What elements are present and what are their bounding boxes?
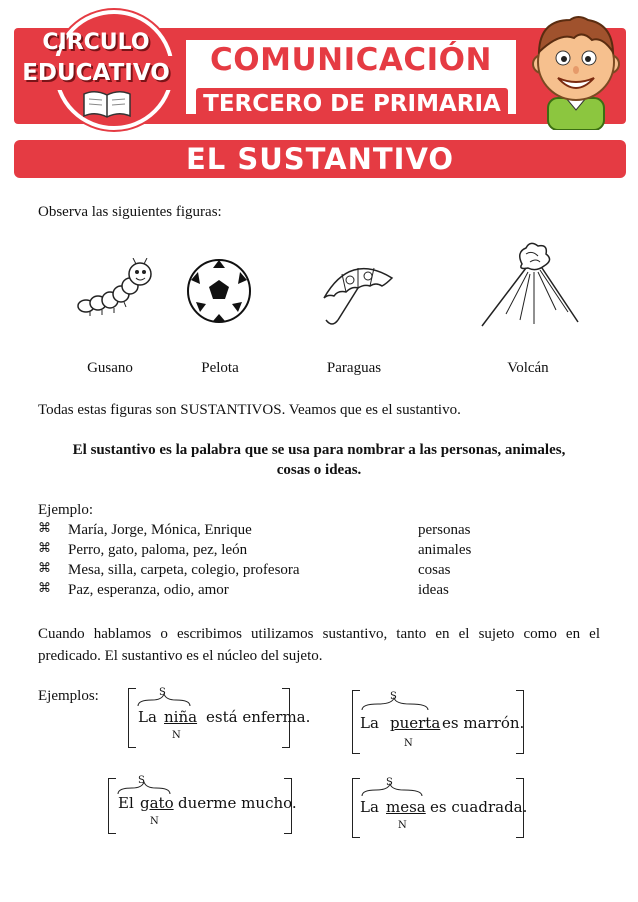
- sentence-noun: puerta: [390, 714, 441, 732]
- sentence-predicate: duerme mucho.: [178, 794, 297, 812]
- subject-marker: S: [386, 777, 393, 788]
- nucleus-marker: N: [404, 738, 413, 749]
- page-title: COMUNICACIÓN: [210, 42, 492, 78]
- paragraph-line: predicado. El sustantivo es el núcleo del sujeto.: [38, 648, 323, 664]
- statement-text: Todas estas figuras son SUSTANTIVOS. Veamos que es el sustantivo.: [38, 402, 461, 418]
- sentence-box: [128, 687, 311, 746]
- book-icon: [82, 88, 132, 120]
- example-list: [38, 520, 598, 600]
- command-bullet-icon: ⌘: [38, 581, 51, 596]
- example-category: cosas: [418, 562, 451, 578]
- definition-line: El sustantivo es la palabra que se usa para nombrar a las personas, animales,: [72, 442, 566, 458]
- figure-label: Gusano: [87, 360, 133, 376]
- sentence-article: La: [360, 714, 379, 732]
- sentence-article: La: [360, 798, 379, 816]
- list-item: [38, 580, 598, 600]
- page-header: [14, 10, 626, 128]
- command-bullet-icon: ⌘: [38, 561, 51, 576]
- examples-label: Ejemplos:: [38, 688, 99, 704]
- sentence-box: [108, 775, 297, 832]
- nucleus-marker: N: [172, 730, 181, 741]
- section-title: EL SUSTANTIVO: [185, 142, 455, 176]
- sentence-box: [352, 690, 524, 752]
- example-category: animales: [418, 542, 472, 558]
- umbrella-icon: [320, 258, 396, 328]
- sentence-predicate: es marrón.: [442, 714, 525, 732]
- paragraph-line: Cuando hablamos o escribimos utilizamos sustantivo, tanto en el sujeto como en el: [38, 626, 600, 642]
- caterpillar-icon: [76, 258, 154, 318]
- definition-line: cosas o ideas.: [276, 462, 362, 478]
- example-words: Paz, esperanza, odio, amor: [68, 582, 229, 598]
- nucleus-marker: N: [398, 820, 407, 831]
- soccer-ball-icon: [186, 258, 252, 324]
- logo-text-bottom: EDUCATIVO: [16, 56, 176, 90]
- sentence-article: El: [118, 794, 134, 812]
- subject-marker: S: [390, 691, 397, 702]
- subject-marker: S: [138, 775, 145, 786]
- sentence-article: La: [138, 708, 157, 726]
- command-bullet-icon: ⌘: [38, 521, 51, 536]
- example-words: Perro, gato, paloma, pez, león: [68, 542, 248, 558]
- page-subtitle: TERCERO DE PRIMARIA: [196, 88, 508, 120]
- sentence-box: [352, 777, 528, 836]
- subject-marker: S: [159, 687, 166, 698]
- boy-mascot-icon: [530, 6, 622, 130]
- section-title-bar: [14, 140, 626, 178]
- example-words: Mesa, silla, carpeta, colegio, profesora: [68, 562, 300, 578]
- logo-text-top: CIRCULO: [42, 30, 150, 55]
- example-words: María, Jorge, Mónica, Enrique: [68, 522, 252, 538]
- example-category: ideas: [418, 582, 449, 598]
- volcano-icon: [480, 240, 580, 330]
- figure-label: Volcán: [507, 360, 549, 376]
- sentence-noun: gato: [140, 794, 174, 812]
- sentence-noun: mesa: [386, 798, 426, 816]
- nucleus-marker: N: [150, 816, 159, 827]
- example-heading: Ejemplo:: [38, 502, 93, 518]
- list-item: [38, 520, 598, 540]
- sentence-predicate: está enferma.: [206, 708, 311, 726]
- sentence-noun: niña: [164, 708, 198, 726]
- list-item: [38, 540, 598, 560]
- figure-label: Pelota: [201, 360, 239, 376]
- command-bullet-icon: ⌘: [38, 541, 51, 556]
- list-item: [38, 560, 598, 580]
- figure-label: Paraguas: [326, 360, 382, 376]
- intro-text: Observa las siguientes figuras:: [38, 204, 222, 220]
- example-category: personas: [418, 522, 471, 538]
- sentence-predicate: es cuadrada.: [430, 798, 528, 816]
